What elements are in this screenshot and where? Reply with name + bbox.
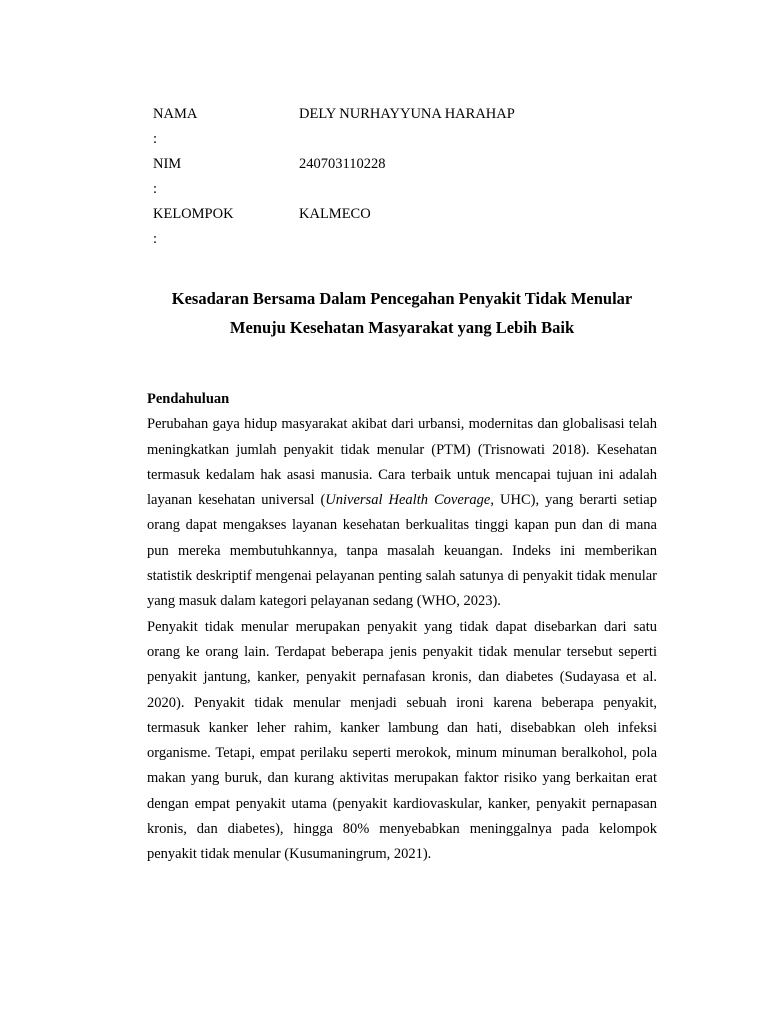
info-label: NIM xyxy=(153,156,182,172)
info-value: KALMECO xyxy=(299,206,371,222)
info-row-name xyxy=(153,102,673,152)
title-line-2: Menuju Kesehatan Masyarakat yang Lebih Baik xyxy=(229,318,575,337)
info-row-group xyxy=(153,202,673,252)
info-row-nim xyxy=(153,152,673,202)
info-value: DELY NURHAYYUNA HARAHAP xyxy=(299,106,515,122)
info-colon: : xyxy=(153,231,158,247)
paragraph-1-italic-term: Universal Health Coverage xyxy=(325,492,491,509)
info-value: 240703110228 xyxy=(299,156,386,172)
info-colon: : xyxy=(153,131,158,147)
section-heading: Pendahuluan xyxy=(147,391,230,407)
paragraph-1-text-start: Perubahan gaya hidup masyarakat akibat dari urbansi, modernitas dan globalisasi telah meningkatkan jumlah penyakit tidak menular (PTM) (Trisnowati 2018). Kesehatan termasuk kedalam hak asasi manusia. Cara terbaik untuk mencapai tujuan ini adalah layanan kesehatan universal ( xyxy=(147,416,657,509)
info-label: NAMA xyxy=(153,106,198,122)
paragraph-1 xyxy=(147,412,657,614)
paragraph-1-text-end: , UHC), yang berarti setiap orang dapat mengakses layanan kesehatan berkualitas tinggi kapan pun dan di mana pun mereka membutuhkannya, tanpa masalah keuangan. Indeks ini memberikan statistik deskriptif mengenai pelayanan penting salah satunya di penyakit tidak menular yang masuk dalam kategori pelayanan sedang (WHO, 2023). xyxy=(147,492,657,610)
title-line-1: Kesadaran Bersama Dalam Pencegahan Penyakit Tidak Menular xyxy=(171,289,633,308)
info-colon: : xyxy=(153,181,158,197)
paragraph-2: Penyakit tidak menular merupakan penyakit yang tidak dapat disebarkan dari satu orang ke orang lain. Terdapat beberapa jenis penyakit tidak menular tersebut seperti penyakit jantung, kanker, penyakit pernafasan kronis, dan diabetes (Sudayasa et al. 2020). Penyakit tidak menular menjadi sebuah ironi karena beberapa penyakit, termasuk kanker leher rahim, kanker lambung dan hati, disebabkan oleh infeksi organisme. Tetapi, empat perilaku seperti merokok, minum minuman beralkohol, pola makan yang buruk, dan kurang aktivitas merupakan faktor risiko yang berkaitan erat dengan empat penyakit utama (penyakit kardiovaskular, kanker, penyakit pernapasan kronis, dan diabetes), hingga 80% menyebabkan meninggalnya pada kelompok penyakit tidak menular (Kusumaningrum, 2021). xyxy=(147,618,657,863)
info-label: KELOMPOK xyxy=(153,206,234,222)
document-title xyxy=(130,284,674,342)
student-info xyxy=(153,102,673,252)
document-body xyxy=(147,387,657,868)
